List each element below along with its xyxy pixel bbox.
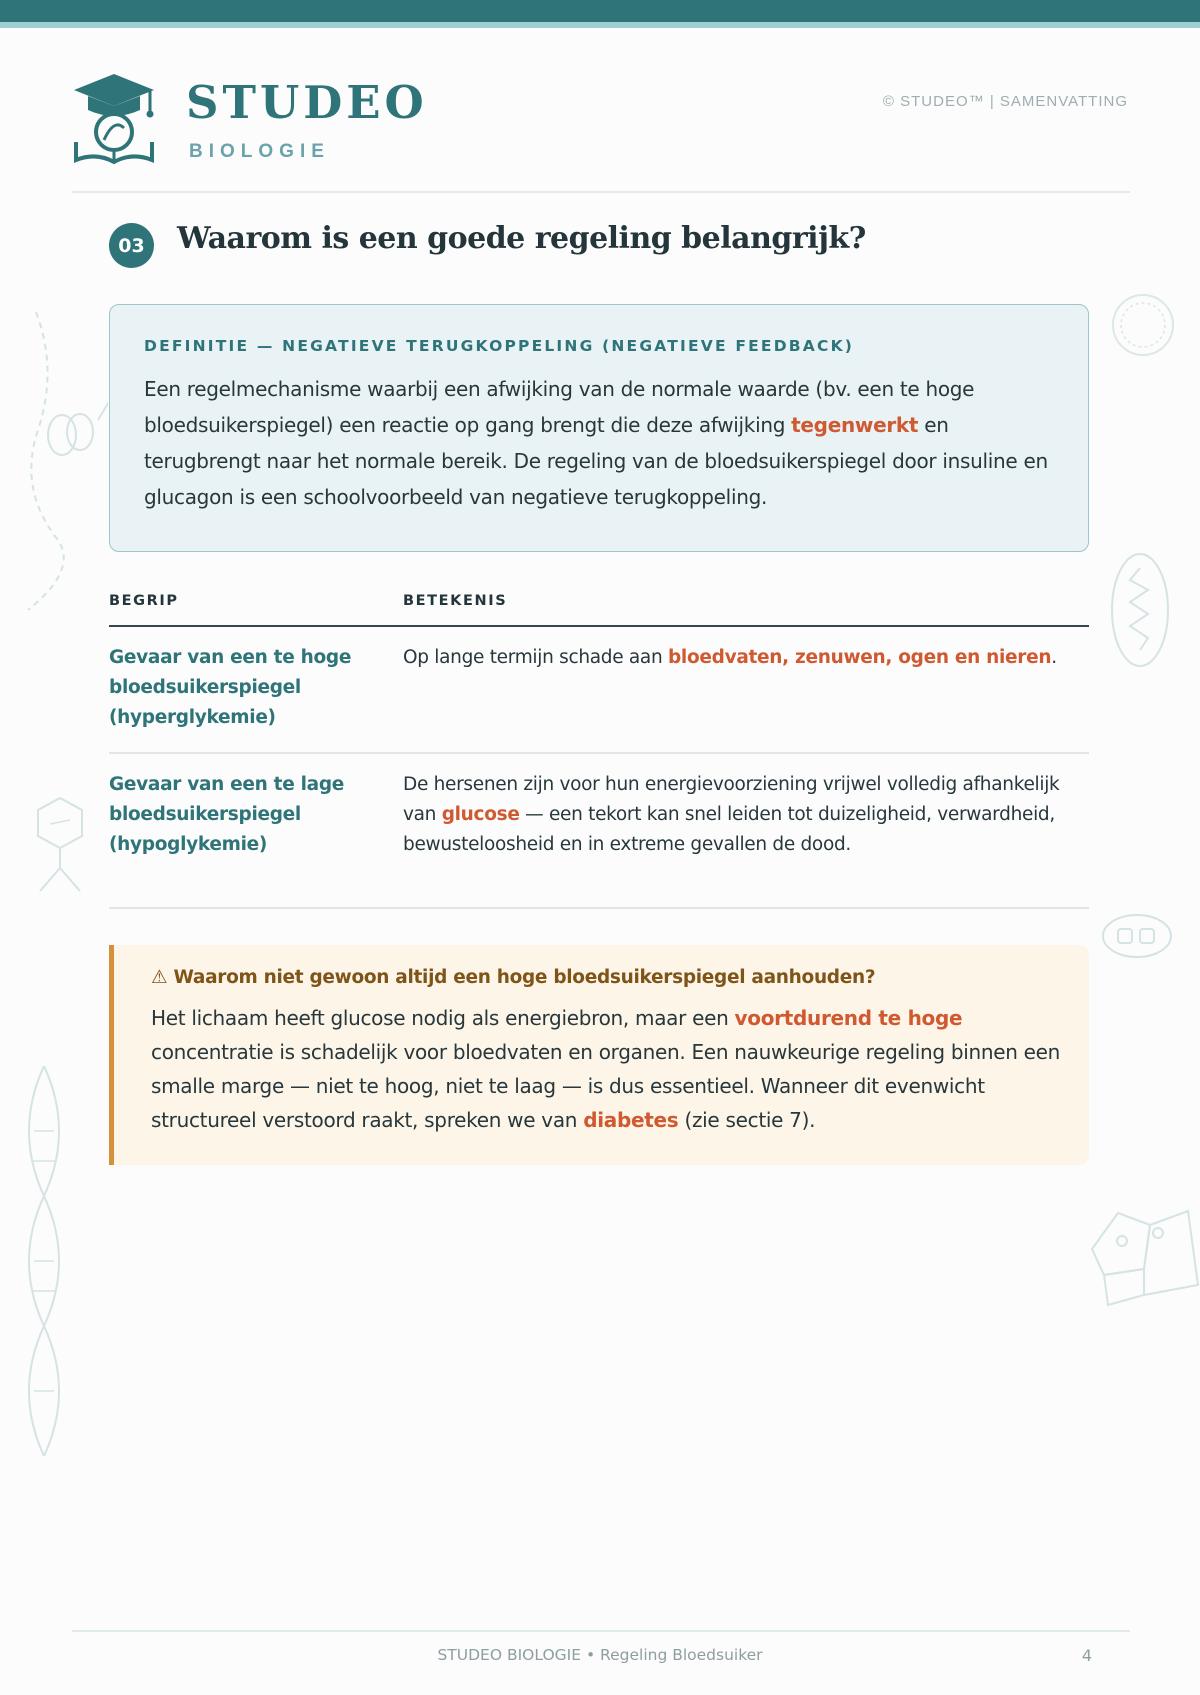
definition-text — [144, 371, 1064, 515]
top-bar — [0, 0, 1200, 22]
warning-text — [151, 1001, 1071, 1137]
table-header-rule — [109, 625, 1089, 627]
virus-doodle-icon — [30, 796, 90, 896]
meaning-highlight: bloedvaten, zenuwen, ogen en nieren — [667, 647, 1052, 668]
mitochondrion-doodle-icon — [1108, 550, 1172, 670]
definition-text-part: Een regelmechanisme waarbij een afwijking van de normale waarde (bv. een te hoge bloedsuikerspiegel) een reactie op gang brengt die deze afwijking — [144, 377, 975, 437]
definition-highlight: tegenwerkt — [791, 413, 919, 437]
cell-doodle-icon — [18, 310, 108, 610]
page-number: 4 — [1081, 1646, 1092, 1665]
graduation-cap-book-icon — [70, 70, 158, 166]
table-header-term: BEGRIP — [109, 593, 179, 609]
brand-name: STUDEO — [186, 76, 428, 129]
warning-highlight: diabetes — [583, 1108, 679, 1132]
table-row-divider — [109, 907, 1089, 909]
header-divider — [72, 191, 1130, 193]
table-row-term: Gevaar van een te hoge bloedsuikerspiegel (hyperglykemie) — [109, 647, 352, 728]
header-meta: © STUDEO™ | SAMENVATTING — [882, 93, 1128, 110]
meaning-text-part: De hersenen zijn voor hun energievoorziening vrijwel volledig afhankelijk van — [403, 774, 1060, 825]
warning-icon: ⚠ — [151, 967, 168, 988]
tissue-cells-doodle-icon — [1088, 1205, 1200, 1315]
warning-text-part: (zie sectie 7). — [678, 1108, 816, 1132]
meaning-text-part: . — [1051, 647, 1057, 668]
definition-box — [109, 304, 1089, 552]
section-number-badge: 03 — [109, 223, 154, 268]
target-doodle-icon — [1110, 292, 1176, 358]
warning-highlight: voortdurend te hoge — [734, 1006, 963, 1030]
definition-label: DEFINITIE — NEGATIEVE TERUGKOPPELING (NEGATIEVE FEEDBACK) — [144, 337, 855, 355]
definition-text-part: en terugbrengt naar het normale bereik. De regeling van de bloedsuikerspiegel door insuline en glucagon is een schoolvoorbeeld van negatieve terugkoppeling. — [144, 413, 1048, 509]
warning-box — [109, 945, 1089, 1165]
top-bar-accent — [0, 22, 1200, 28]
table-header-meaning: BETEKENIS — [403, 593, 508, 609]
warning-text-part: Het lichaam heeft glucose nodig als energiebron, maar een — [151, 1006, 735, 1030]
table-row-divider — [109, 752, 1089, 754]
section-title: Waarom is een goede regeling belangrijk? — [177, 221, 866, 256]
dna-helix-doodle-icon — [12, 1066, 76, 1456]
capsule-doodle-icon — [1100, 912, 1174, 960]
footer-text: STUDEO BIOLOGIE • Regeling Bloedsuiker — [437, 1646, 763, 1664]
warning-title-text: Waarom niet gewoon altijd een hoge bloedsuikerspiegel aanhouden? — [173, 967, 876, 988]
table-row-term: Gevaar van een te lage bloedsuikerspiegel (hypoglykemie) — [109, 774, 345, 855]
footer-divider — [72, 1630, 1130, 1632]
meaning-highlight: glucose — [441, 804, 520, 825]
meaning-text-part: Op lange termijn schade aan — [403, 647, 668, 668]
warning-text-part: concentratie is schadelijk voor bloedvaten en organen. Een nauwkeurige regeling binnen een smalle marge — niet te hoog, niet te laag — is dus essentieel. Wanneer dit evenwicht structureel verstoord raakt, spreken we van — [151, 1040, 1061, 1132]
table-row-meaning — [403, 770, 1083, 860]
meaning-text-part: — een tekort kan snel leiden tot duizeligheid, verwardheid, bewusteloosheid en in extreme gevallen de dood. — [403, 804, 1055, 855]
table-row-meaning — [403, 643, 1083, 673]
brand-subject: BIOLOGIE — [189, 141, 330, 162]
warning-title — [151, 967, 875, 988]
